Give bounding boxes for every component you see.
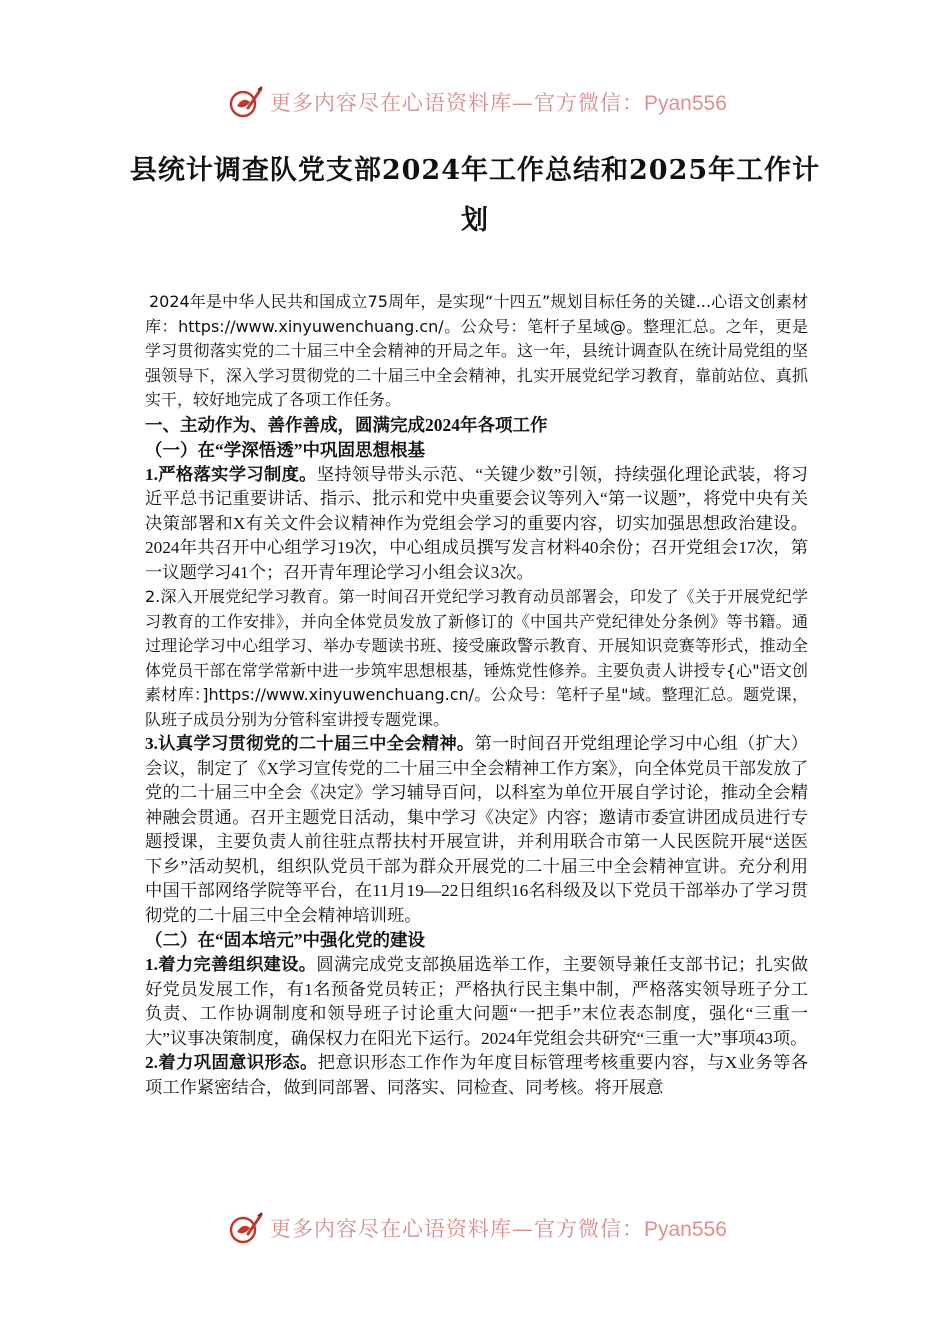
paragraph-text: 坚持领导带头示范、“关键少数”引领，持续强化理论武装，将习近平总书记重要讲话、指示、批示和党中央重要会议等列入“第一议题”，将党中央有关决策部署和X有关文件会议精神作为党组会学习的重要内容，切实加强思想政治建设。2024年共召开中心组学习19次，中心组成员撰写发言材料40余份；召开党组会17次，第一议题学习41个；召开青年理论学习小组会议3次。 [145,464,809,582]
watermark-banner-top [0,82,950,122]
pen-logo-icon [228,84,264,120]
paragraph-text: 第一时间召开党组理论学习中心组（扩大）会议，制定了《X学习宣传党的二十届三中全会精神工作方案》，向全体党员干部发放了党的二十届三中全会《决定》学习辅导百问，以科室为单位开展自学讨论，推动全会精神融会贯通。召开主题党日活动，集中学习《决定》内容；邀请市委宣讲团成员进行专题授课，主要负责人前往驻点帮扶村开展宣讲，并利用联合市第一人民医院开展“送医下乡”活动契机，组织队党员干部为群众开展党的二十届三中全会精神宣讲。充分利用中国干部网络学院等平台，在11月19—22日组织16名科级及以下党员干部举办了学习贯彻党的二十届三中全会精神培训班。 [145,734,809,925]
paragraph-plenum-study [145,732,808,928]
section-heading-1: 一、主动作为、善作善成，圆满完成2024年各项工作 [145,414,548,435]
subsection-heading-2: （二）在“固本培元”中强化党的建设 [145,930,425,950]
paragraph-discipline-education: 2.深入开展党纪学习教育。第一时间召开党纪学习教育动员部署会，印发了《关于开展党纪学习教育的工作安排》，并向全体党员发放了新修订的《中国共产党纪律处分条例》等书籍。通过理论学习中心组学习、举办专题读书班、接受廉政警示教育、开展知识竞赛等形式，推动全体党员干部在常学常新中进一步筑牢思想根基，锤炼党性修养。主要负责人讲授专{心"语文创素材库：]https://www.xinyuwenchuang.cn/。公众号：笔杆子星"域。整理汇总。题党课，队班子成员分别为分管科室讲授专题党课。 [145,587,808,729]
paragraph-study-system [145,463,808,586]
watermark-wechat-id: Pyan556 [644,1218,727,1241]
document-title: 县统计调查队党支部2024年工作总结和2025年工作计划 [129,155,821,236]
paragraph-lead: 3.认真学习贯彻党的二十届三中全会精神。 [145,734,475,753]
watermark-text: 更多内容尽在心语资料库—官方微信： [270,91,644,115]
paragraph-lead: 1.着力完善组织建设。 [145,955,317,974]
paragraph-lead: 2.着力巩固意识形态。 [145,1053,318,1072]
watermark-text: 更多内容尽在心语资料库—官方微信： [270,1217,644,1241]
intro-paragraph: 2024年是中华人民共和国成立75周年，是实现“十四五”规划目标任务的关键...心语文创素材库：https://www.xinyuwenchuang.cn/。公众号：笔杆子星域@。整理汇总。之年，更是学习贯彻落实党的二十届三中全会精神的开局之年。这一年，县统计调查队在统计局党组的坚强领导下，深入学习贯彻党的二十届三中全会精神，扎实开展党纪学习教育，靠前站位、真抓实干，较好地完成了各项工作任务。 [145,292,808,409]
paragraph-lead: 1.严格落实学习制度。 [145,464,317,484]
paragraph-text: 圆满完成党支部换届选举工作，主要领导兼任支部书记；扎实做好党员发展工作，有1名预备党员转正；严格执行民主集中制，严格落实领导班子分工负责、工作协调制度和领导班子讨论重大问题“一把手”末位表态制度，强化“三重一大”议事决策制度，确保权力在阳光下运行。2024年党组会共研究“三重一大”事项43项。 [145,955,808,1048]
watermark-banner-bottom [0,1208,950,1248]
subsection-heading-1: （一）在“学深悟透”中巩固思想根基 [145,439,425,460]
pen-logo-icon [228,1210,264,1246]
paragraph-text: 把意识形态工作作为年度目标管理考核重要内容，与X业务等各项工作紧密结合，做到同部署、同落实、同检查、同考核。将开展意 [145,1053,809,1097]
paragraph-organization [145,953,808,1051]
document-body [145,290,808,1100]
paragraph-ideology [145,1051,808,1100]
watermark-wechat-id: Pyan556 [644,92,727,115]
